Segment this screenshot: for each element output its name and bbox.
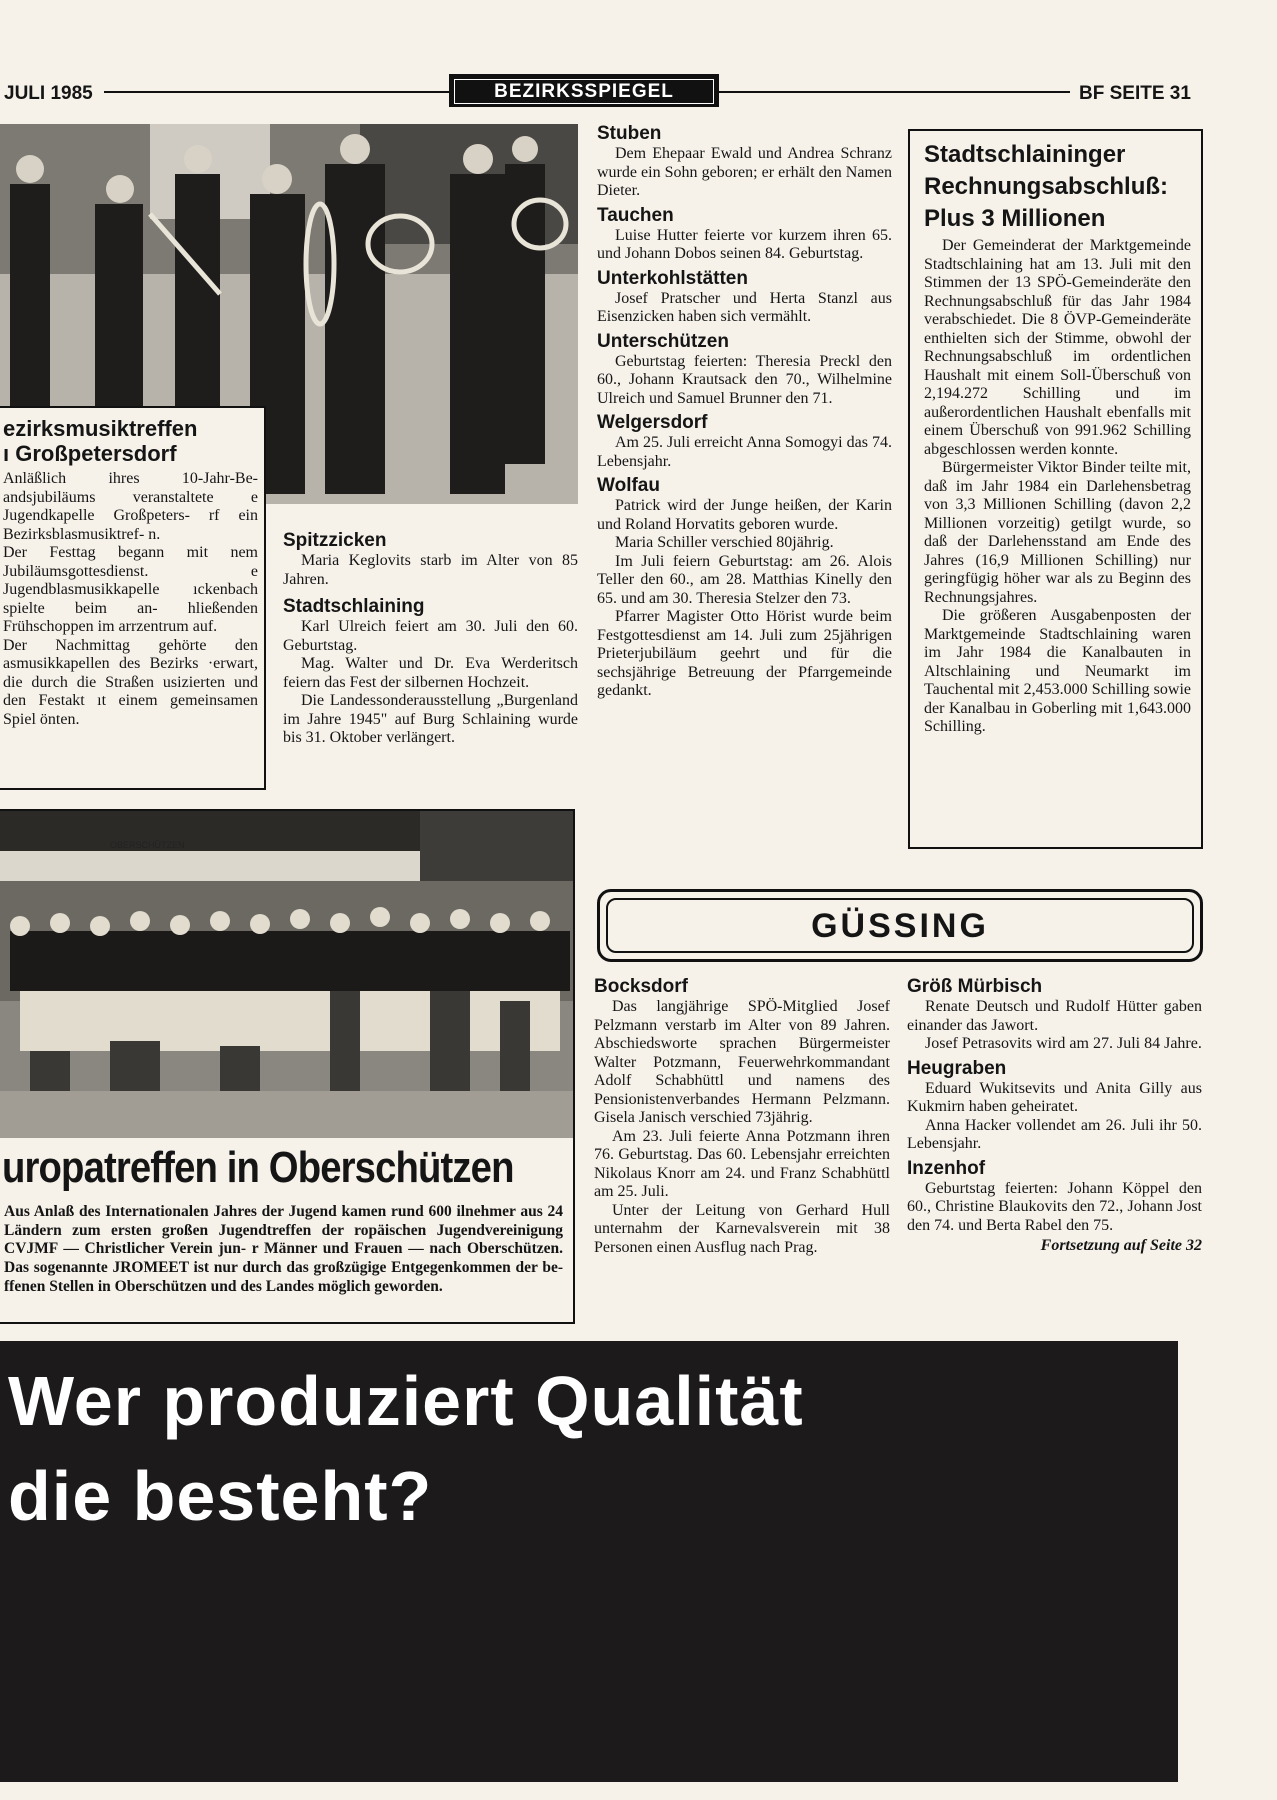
news-item [597,411,892,471]
advertisement [0,1341,1178,1782]
paragraph: Geburtstag feierten: Theresia Preckl den 60., Johann Krautsack den 70., Wilhelmine Ulreich und Samuel Brunner den 71. [597,352,892,407]
paragraph: Am 23. Juli feierte Anna Potzmann ihren 76. Geburtstag. Das 60. Lebensjahr erreichten Nikolaus Knorr am 24. und Franz Schabhüttl am 25. Juli. [594,1127,890,1200]
paragraph: Der Nachmittag gehörte den asmusikkapellen des Bezirks ·erwart, die durch die Straßen usizierten und den Festakt ıt einem gemeinsamen Spiel önten. [3,636,258,728]
paragraph: Pfarrer Magister Otto Hörist wurde beim Festgottesdienst am 14. Juli zum 25jährigen Prieterjubiläum geehrt und für die sechsjährige Betreuung der Pfarrgemeinde gedankt. [597,608,892,699]
music-meeting-article [0,406,266,790]
place-heading: Wolfau [597,475,660,496]
finance-headline-2: Rechnungsabschluß: [924,173,1169,200]
page-number: BF SEITE 31 [1079,83,1191,104]
paragraph: Anna Hacker vollendet am 26. Juli ihr 50. Lebensjahr. [907,1116,1202,1152]
paragraph: Renate Deutsch und Rudolf Hütter gaben einander das Jawort. [907,998,1202,1034]
place-heading: Tauchen [597,204,674,226]
news-item [597,474,892,701]
place-heading: Größ Mürbisch [907,976,1043,997]
paragraph: Der Gemeinderat der Marktgemeinde Stadtschlaining hat am 13. Juli mit den Stimmen der 13 SPÖ-Gemeinderäte den Rechnungsabschluß für das Jahr 1984 verabschiedet. Die 8 ÖVP-Gemeinderäte enthielten sich der Stimme, obwohl der Rechnungsabschluß im ordentlichen Haushalt mit einem Soll-Überschuß von 2,194.272 Schilling und im außerordentlichen Haushalt ebenfalls mit einem Überschuß von 991.962 Schilling abgeschlossen werden konnte. [924,237,1191,458]
right-news-column [597,122,892,701]
place-heading: Welgersdorf [597,412,708,433]
paragraph: Im Juli feiern Geburtstag: am 26. Alois Teller den 60., am 28. Matthias Kinelly den 65. und am 30. Theresia Stelzer den 73. [597,552,892,607]
place-heading: Unterkohlstätten [597,267,748,289]
news-item [283,529,578,589]
europa-headline: uropatreffen in Oberschützen [2,1143,514,1192]
paragraph: Josef Petrasovits wird am 27. Juli 84 Jahre. [925,1035,1202,1052]
issue-date: JULI 1985 [4,83,93,104]
finance-headline-1: Stadtschlaininger [924,141,1126,168]
gussing-left-column [594,975,890,1257]
news-item [597,204,892,264]
music-meeting-title-2: ı Großpetersdorf [3,441,177,466]
gussing-right-column [907,975,1202,1256]
paragraph: Patrick wird der Junge heißen, der Karin und Roland Horvatits geboren wurde. [597,497,892,533]
group-photo [0,811,573,1138]
section-title-box [449,74,719,107]
paragraph: Bürgermeister Viktor Binder teilte mit, daß im Jahr 1984 ein Darlehensbetrag von 3,3 Millionen Schilling (davon 2,2 Millionen vorzeitig) getilgt wurde, so daß der Darlehensstand am Ende des Jahres (16,9 Millionen Schilling) nur geringfügig höher war als zu Beginn des Rechnungsjahres. [924,459,1191,606]
paragraph: Geburtstag feierten: Johann Köppel den 60., Christine Blaukovits den 72., Johann Jost den 74. und Berta Rabel den 75. [907,1179,1202,1234]
header-rule-left [104,91,449,93]
europa-article [0,809,575,1324]
europa-body: Aus Anlaß des Internationalen Jahres der Jugend kamen rund 600 ilnehmer aus 24 Ländern zum ersten großen Jugendtreffen der ropäischen Jugendvereinigung CVJMF — Christlicher Verein jun- r Männer und Frauen — nach Oberschützen. Das sogenannte JROMEET ist nur durch das großzügige Entgegenkommen der be- ffenen Stellen in Oberschützen und des Landes möglich geworden. [4,1203,563,1295]
section-title: BEZIRKSSPIEGEL [454,79,714,104]
news-item [907,975,1202,1054]
paragraph: Am 25. Juli erreicht Anna Somogyi das 74. Lebensjahr. [597,434,892,470]
paragraph: Maria Keglovits starb im Alter von 85 Jahren. [283,552,578,588]
place-heading: Heugraben [907,1057,1007,1079]
paragraph: Der Festtag begann mit nem Jubiläumsgottesdienst. e Jugendblasmusikkapelle ıckenbach spielte beim an- hließenden Frühschoppen im arrzentrum auf. [3,544,258,635]
place-heading: Inzenhof [907,1157,986,1179]
paragraph: Mag. Walter und Dr. Eva Werderitsch feiern das Fest der silbernen Hochzeit. [283,655,578,691]
paragraph: Die Landessonderausstellung „Burgenland im Jahre 1945" auf Burg Schlaining wurde bis 31. Oktober verlängert. [283,692,578,746]
paragraph: Dem Ehepaar Ewald und Andrea Schranz wurde ein Sohn geboren; er erhält den Namen Dieter. [597,145,892,199]
place-heading: Unterschützen [597,330,729,352]
paragraph: Anläßlich ihres 10-Jahr-Be- andsjubiläums veranstaltete e Jugendkapelle Großpeters- rf ein Bezirksblasmusiktref- n. [3,470,258,543]
paragraph: Maria Schiller verschied 80jährig. [615,534,834,551]
paragraph: Luise Hutter feierte vor kurzem ihren 65. und Johann Dobos seinen 84. Geburtstag. [597,226,892,262]
news-item [907,1157,1202,1236]
place-heading: Spitzzicken [283,530,387,551]
finance-body [924,237,1191,737]
place-heading: Bocksdorf [594,976,688,997]
paragraph: Unter der Leitung von Gerhard Hull unternahm der Karnevalsverein mit 38 Personen einen Ausflug nach Prag. [594,1201,890,1256]
continued-note: Fortsetzung auf Seite 32 [1040,1237,1202,1254]
middle-column [283,529,578,748]
news-item [597,122,892,201]
news-item [597,330,892,409]
paragraph: Das langjährige SPÖ-Mitglied Josef Pelzmann verstarb im Alter von 89 Jahren. Abschiedsworte sprachen Bürgermeister Walter Potzmann, Feuerwehrkommandant Adolf Schabhüttl und namens des Pensionistenverbandes Hermann Pelzmann. Gisela Janisch verschied 73jährig. [594,998,890,1126]
paragraph: Eduard Wukitsevits und Anita Gilly aus Kukmirn haben geheiratet. [907,1079,1202,1115]
music-meeting-title-1: ezirksmusiktreffen [3,416,198,441]
paragraph: Die größeren Ausgabenposten der Marktgemeinde Stadtschlaining waren im Jahr 1984 die Kanalbauten in Altschlaining und Neumarkt im Tauchental mit 2,453.000 Schilling sowie der Kanalbau in Goberling mit 1,643.000 Schilling. [924,607,1191,735]
news-item [283,595,578,748]
header-rule-right [719,91,1070,93]
place-heading: Stadtschlaining [283,596,425,617]
finance-article [908,129,1203,849]
paragraph: Josef Pratscher und Herta Stanzl aus Eisenzicken haben sich vermählt. [597,289,892,325]
place-heading: Stuben [597,123,662,144]
ad-line-2: die besteht? [8,1457,433,1535]
gussing-banner [597,889,1203,962]
building-sign: OBERSCHÜTZEN [110,840,185,850]
finance-headline-3: Plus 3 Millionen [924,205,1106,232]
music-meeting-body [3,470,258,729]
news-item [597,267,892,327]
gussing-title: GÜSSING [606,898,1194,953]
ad-line-1: Wer produziert Qualität [8,1362,804,1440]
news-item [907,1057,1202,1154]
paragraph: Karl Ulreich feiert am 30. Juli den 60. Geburtstag. [283,618,578,654]
